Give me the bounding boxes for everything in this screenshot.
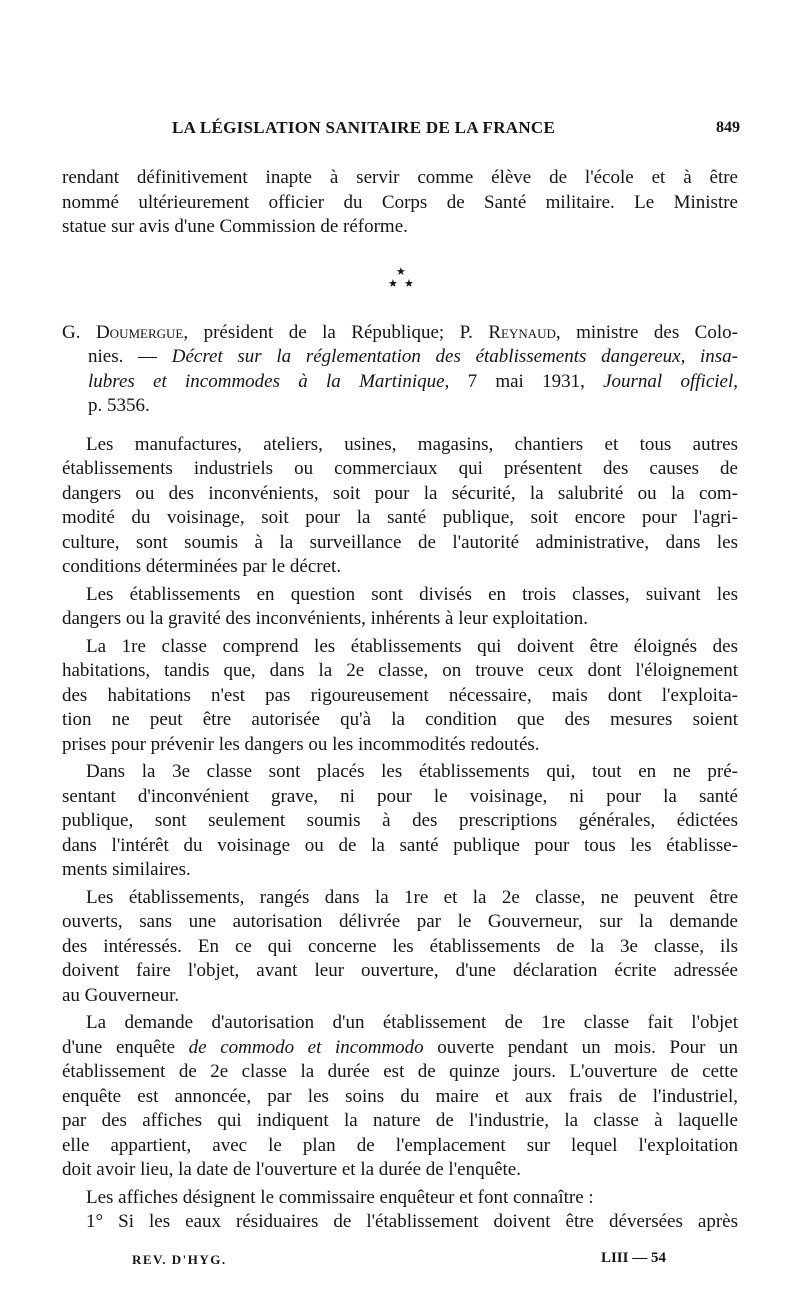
text-line: Les manufactures, ateliers, usines, magasins, chantiers et tous autres: [86, 433, 738, 455]
text-line: Dans la 3e classe sont placés les établissements qui, tout en ne pré-: [86, 761, 738, 782]
text-line: Les établissements, rangés dans la 1re et la 2e classe, ne peuvent être: [86, 886, 738, 908]
president-name: Doumergue: [95, 321, 184, 343]
text-line: statue sur avis d'une Commission de réforme.: [62, 216, 408, 237]
text-line: au Gouverneur.: [62, 984, 180, 1006]
page-footer: [62, 1250, 738, 1272]
latin-phrase: de commodo et incommodo: [188, 1036, 424, 1058]
text-line: Les établissements en question sont divisés en trois classes, suivant les: [86, 583, 738, 605]
text-line: tion ne peut être autorisée qu'à la condition que des mesures soient: [62, 709, 738, 730]
text-line: dans l'intérêt du voisinage ou de la santé publique pour tous les établisse-: [62, 834, 738, 856]
text-line: doit avoir lieu, la date de l'ouverture et la durée de l'enquête.: [62, 1159, 521, 1180]
text-line: Les affiches désignent le commissaire enquêteur et font connaître :: [86, 1186, 594, 1208]
text-line: établissements industriels ou commerciaux qui présentent des causes de: [62, 458, 738, 479]
text-line: publique, sont seulement soumis à des prescriptions générales, édictées: [62, 810, 738, 831]
text-line: rendant définitivement inapte à servir comme élève de l'école et à être: [62, 167, 738, 188]
text-line: prises pour prévenir les dangers ou les incommodités redoutés.: [62, 733, 540, 755]
text-line: dangers ou des inconvénients, soit pour la sécurité, la salubrité ou la com-: [62, 482, 738, 504]
paragraph-gap: [62, 419, 738, 433]
minister-name: Reynaud: [488, 321, 556, 343]
decree-text: G.: [62, 321, 96, 343]
text-line: La demande d'autorisation d'un établissement de 1re classe fait l'objet: [86, 1012, 738, 1033]
decree-title: Décret sur la réglementation des établissements dangereux, insa-: [171, 346, 739, 367]
decree-text: , président de la République; P.: [183, 321, 489, 343]
section-separator: [386, 266, 416, 292]
text-line: 1° Si les eaux résiduaires de l'établissement doivent être déversées après: [86, 1211, 738, 1232]
text-line: elle appartient, avec le plan de l'emplacement sur lequel l'exploitation: [62, 1134, 738, 1156]
text-line: dangers ou la gravité des inconvénients, inhérents à leur exploitation.: [62, 608, 589, 629]
separator-star: ★: [388, 277, 398, 290]
text-line: ouverts, sans une autorisation délivrée par le Gouverneur, sur la demande: [62, 911, 738, 932]
decree-line: [62, 321, 738, 346]
decree-text: , ministre des Colo-: [555, 321, 738, 343]
signature-mark: LIII — 54: [600, 1250, 666, 1266]
text-line: sentant d'inconvénient grave, ni pour le voisinage, ni pour la santé: [62, 785, 738, 807]
body-text: [62, 166, 738, 1235]
decree-text: ,: [733, 370, 738, 392]
text-line: par des affiches qui indiquent la nature de l'industrie, la classe à laquelle: [62, 1110, 738, 1131]
text-line: habitations, tandis que, dans la 2e classe, on trouve ceux dont l'éloignement: [62, 660, 738, 681]
decree-line: [62, 345, 738, 370]
text-line: établissement de 2e classe la durée est de quinze jours. L'ouverture de cette: [62, 1061, 738, 1082]
running-title: LA LÉGISLATION SANITAIRE DE LA FRANCE: [172, 118, 556, 137]
text-line: La 1re classe comprend les établissements qui doivent être éloignés des: [86, 635, 738, 657]
decree-line: p. 5356.: [88, 395, 150, 416]
decree-line: [62, 370, 738, 395]
text-line: [62, 1036, 738, 1061]
text-line: des intéressés. En ce qui concerne les établissements de la 3e classe, ils: [62, 935, 738, 957]
decree-text: 7 mai 1931,: [449, 370, 604, 392]
page-header: [62, 118, 740, 144]
text-line: ments similaires.: [62, 859, 191, 880]
text-line: enquête est annoncée, par les soins du maire et aux frais de l'industriel,: [62, 1085, 738, 1107]
text-fragment: ouverte pendant un mois. Pour un: [423, 1036, 738, 1058]
text-fragment: d'une enquête: [62, 1036, 189, 1058]
separator-star: ★: [404, 277, 414, 290]
text-line: modité du voisinage, soit pour la santé publique, soit encore pour l'agri-: [62, 507, 738, 528]
text-line: conditions déterminées par le décret.: [62, 556, 342, 577]
decree-text: nies. —: [88, 346, 172, 367]
text-line: nommé ultérieurement officier du Corps de Santé militaire. Le Ministre: [62, 191, 738, 213]
page-number: 849: [716, 119, 740, 136]
journal-name: Journal officiel: [603, 370, 734, 392]
decree-title: lubres et incommodes à la Martinique,: [88, 370, 450, 392]
separator-star: ★: [396, 265, 406, 278]
text-line: des habitations n'est pas rigoureusement nécessaire, mais dont l'exploita-: [62, 684, 738, 706]
text-line: doivent faire l'objet, avant leur ouverture, d'une déclaration écrite adressée: [62, 960, 738, 981]
journal-abbrev: REV. D'HYG.: [132, 1252, 227, 1267]
text-line: culture, sont soumis à la surveillance de l'autorité administrative, dans les: [62, 531, 738, 553]
